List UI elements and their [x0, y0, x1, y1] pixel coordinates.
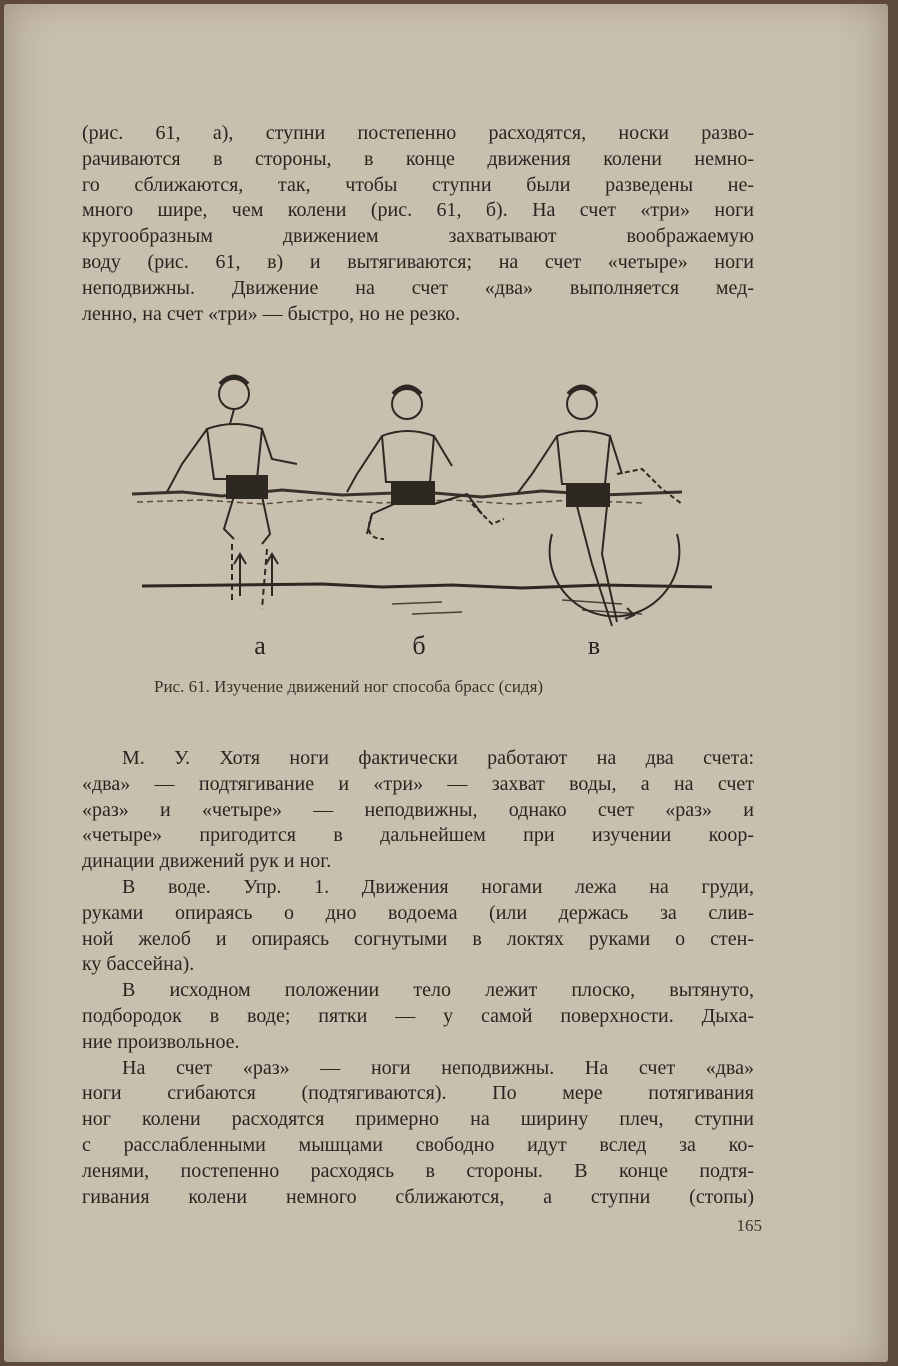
text-line: «четыре» пригодится в дальнейшем при изучении коор-: [82, 824, 754, 847]
text-line: руками опираясь о дно водоема (или держась за слив-: [82, 901, 754, 924]
text-line: ку бассейна).: [82, 953, 195, 976]
figure-label-c: в: [587, 631, 601, 660]
text-line: с расслабленными мышцами свободно идут вслед за ко-: [82, 1133, 754, 1156]
text-line: неподвижны. Движение на счет «два» выполняется мед-: [82, 276, 754, 299]
text-line: рачиваются в стороны, в конце движения колени немно-: [82, 147, 754, 170]
figure-caption: Рис. 61. Изучение движений ног способа брасс (сидя): [154, 677, 544, 696]
book-page: [4, 4, 888, 1362]
text-line: В исходном положении тело лежит плоско, вытянуто,: [122, 979, 754, 1002]
figure-b-swimmer: [347, 387, 504, 540]
text-line: ноги сгибаются (подтягиваются). По мере потягивания: [82, 1082, 754, 1105]
text-line: ленно, на счет «три» — быстро, но не резко.: [82, 302, 461, 325]
text-line: много шире, чем колени (рис. 61, б). На счет «три» ноги: [82, 199, 754, 222]
text-line: подбородок в воде; пятки — у самой поверхности. Дыха-: [82, 1004, 754, 1027]
text-line: ной желоб и опираясь согнутыми в локтях руками о стен-: [82, 927, 754, 950]
text-line: В воде. Упр. 1. Движения ногами лежа на груди,: [122, 875, 754, 898]
text-line: ние произвольное.: [82, 1030, 240, 1053]
text-line: (рис. 61, а), ступни постепенно расходятся, носки разво-: [82, 122, 754, 144]
text-line: гивания колени немного сближаются, а ступни (стопы): [82, 1185, 754, 1208]
text-line: «раз» и «четыре» — неподвижны, однако счет «раз» и: [82, 798, 754, 821]
figure-label-a: а: [254, 631, 266, 660]
text-line: динации движений рук и ног.: [82, 850, 332, 873]
text-line: ног колени расходятся примерно на ширину плеч, ступни: [82, 1108, 754, 1131]
text-line: На счет «раз» — ноги неподвижны. На счет «два»: [122, 1056, 754, 1079]
text-line: воду (рис. 61, в) и вытягиваются; на счет «четыре» ноги: [82, 250, 754, 273]
page-number: 165: [736, 1216, 762, 1235]
text-line: кругообразным движением захватывают воображаемую: [82, 225, 754, 248]
text-line: «два» — подтягивание и «три» — захват воды, а на счет: [82, 772, 754, 795]
figure-c-swimmer: [517, 387, 682, 627]
text-line: М. У. Хотя ноги фактически работают на два счета:: [122, 747, 754, 769]
figure-label-b: б: [412, 631, 426, 660]
text-line: ленями, постепенно расходясь в стороны. В конце подтя-: [82, 1159, 754, 1182]
figure-61-illustration: [122, 364, 722, 664]
top-paragraph: [82, 121, 754, 327]
text-line: го сближаются, так, чтобы ступни были разведены не-: [82, 173, 754, 196]
bottom-paragraphs: [82, 746, 754, 1210]
